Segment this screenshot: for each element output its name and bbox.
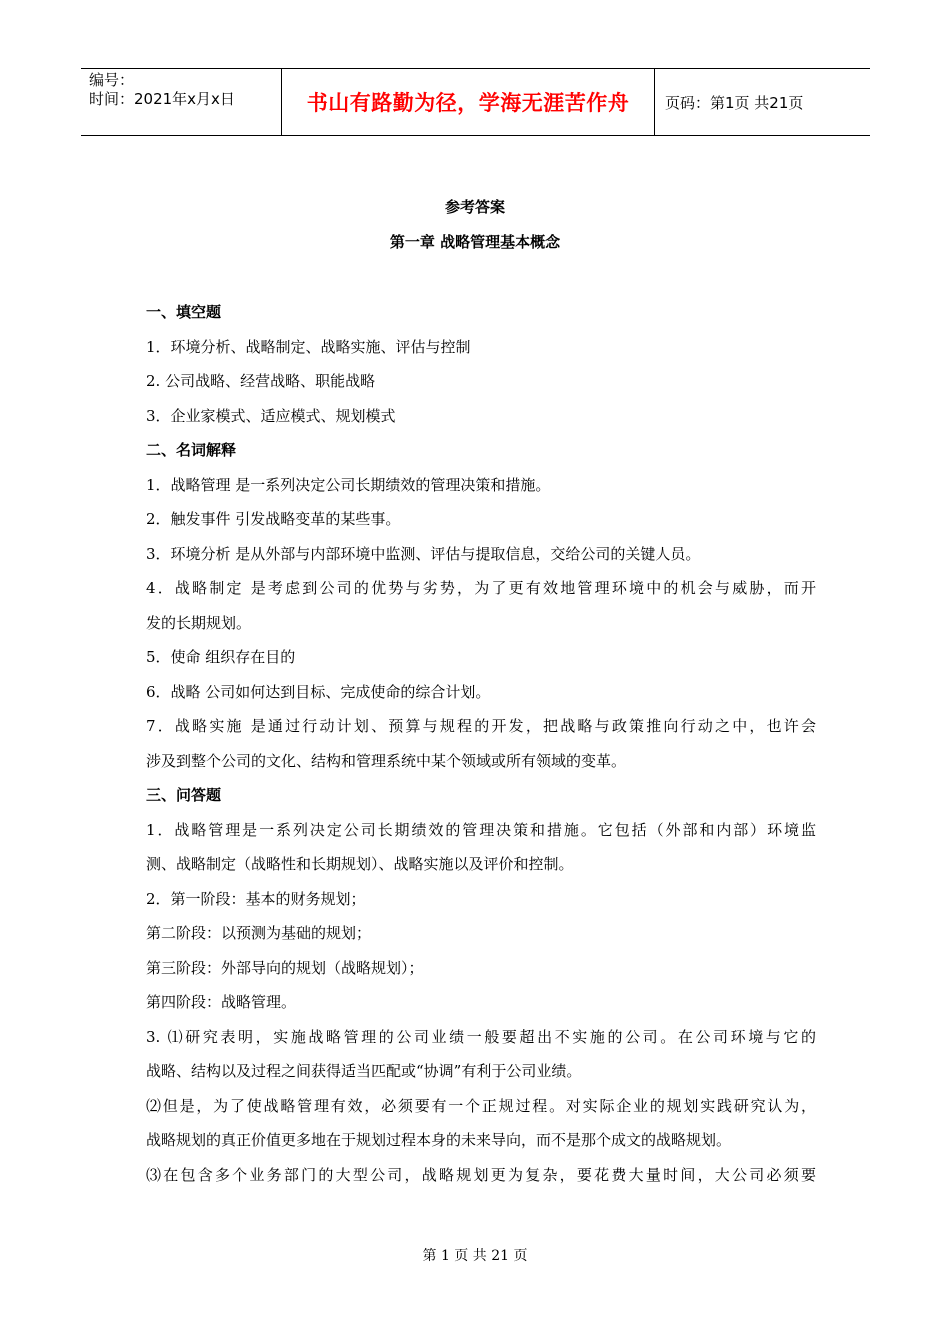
section-heading: 一、填空题 bbox=[146, 303, 222, 321]
text-line: 发的长期规划。 bbox=[146, 613, 252, 632]
text-line: 5．使命 组织存在目的 bbox=[146, 648, 296, 666]
text-line: ⑶在包含多个业务部门的大型公司，战略规划更为复杂，要花费大量时间，大公司必须要 bbox=[146, 1165, 816, 1184]
text-line: 战略、结构以及过程之间获得适当匹配或“协调”有利于公司业绩。 bbox=[146, 1062, 582, 1080]
text-line: 1．环境分析、战略制定、战略实施、评估与控制 bbox=[146, 337, 471, 356]
text-line: 4．战略制定 是考虑到公司的优势与劣势，为了更有效地管理环境中的机会与威胁，而开 bbox=[146, 579, 816, 597]
section-heading: 三、问答题 bbox=[146, 786, 222, 804]
text-line: ⑵但是，为了使战略管理有效，必须要有一个正规过程。对实际企业的规划实践研究认为， bbox=[146, 1096, 816, 1115]
page-footer: 第 1 页 共 21 页 bbox=[422, 1248, 528, 1264]
text-line: 2．触发事件 引发战略变革的某些事。 bbox=[146, 510, 401, 528]
header-motto-cell bbox=[282, 69, 655, 135]
text-line: 2. 公司战略、经营战略、职能战略 bbox=[146, 372, 376, 390]
text-line: 2．第一阶段：基本的财务规划； bbox=[146, 889, 366, 908]
header-motto: 书山有路勤为径，学海无涯苦作舟 bbox=[306, 91, 630, 115]
header-table bbox=[81, 68, 870, 136]
header-info-cell bbox=[81, 69, 282, 135]
text-line: 3. ⑴研究表明，实施战略管理的公司业绩一般要超出不实施的公司。在公司环境与它的 bbox=[146, 1027, 816, 1046]
text-line: 涉及到整个公司的文化、结构和管理系统中某个领域或所有领域的变革。 bbox=[146, 751, 627, 770]
document-body bbox=[146, 295, 816, 1192]
text-line: 6．战略 公司如何达到目标、完成使命的综合计划。 bbox=[146, 682, 491, 701]
text-line: 1．战略管理是一系列决定公司长期绩效的管理决策和措施。它包括（外部和内部）环境监 bbox=[146, 820, 816, 839]
text-line: 第四阶段：战略管理。 bbox=[146, 993, 297, 1011]
text-line: 第三阶段：外部导向的规划（战略规划）； bbox=[146, 958, 424, 977]
text-line: 7．战略实施 是通过行动计划、预算与规程的开发，把战略与政策推向行动之中，也许会 bbox=[146, 717, 816, 735]
document-time-label: 时间：2021年x月x日 bbox=[89, 90, 235, 108]
text-line: 测、战略制定（战略性和长期规划）、战略实施以及评价和控制。 bbox=[146, 855, 574, 873]
text-line: 第二阶段：以预测为基础的规划； bbox=[146, 924, 372, 942]
document-title: 参考答案 bbox=[444, 198, 505, 216]
document-number-label: 编号： bbox=[89, 71, 135, 89]
chapter-title: 第一章 战略管理基本概念 bbox=[389, 233, 561, 251]
text-line: 1．战略管理 是一系列决定公司长期绩效的管理决策和措施。 bbox=[146, 475, 551, 494]
text-line: 3．环境分析 是从外部与内部环境中监测、评估与提取信息，交给公司的关键人员。 bbox=[146, 544, 701, 563]
text-line: 战略规划的真正价值更多地在于规划过程本身的未来导向，而不是那个成文的战略规划。 bbox=[146, 1131, 732, 1149]
text-line: 3．企业家模式、适应模式、规划模式 bbox=[146, 406, 396, 425]
header-page-number: 页码：第1页 共21页 bbox=[665, 93, 804, 112]
section-heading: 二、名词解释 bbox=[146, 441, 237, 459]
header-page-cell bbox=[655, 69, 870, 135]
